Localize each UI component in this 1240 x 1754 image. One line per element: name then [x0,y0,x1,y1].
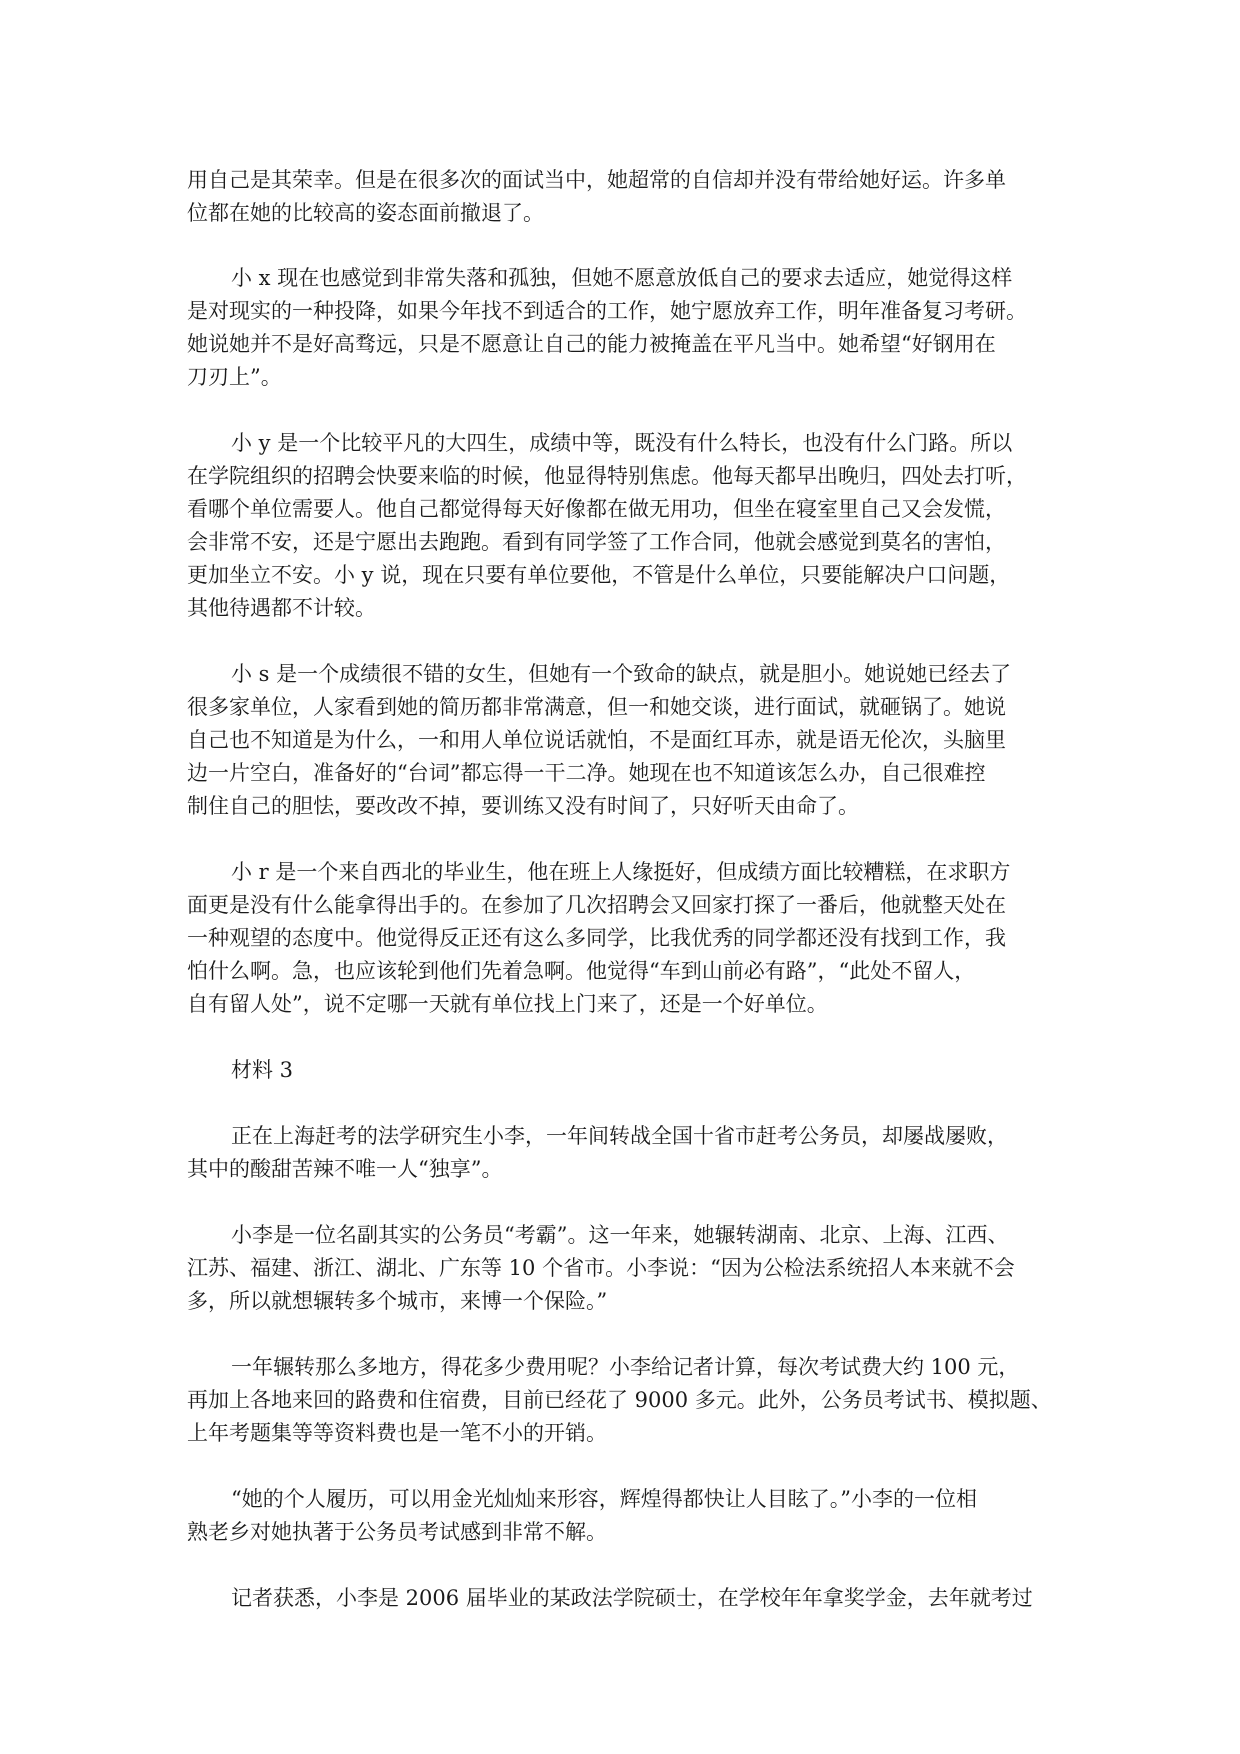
text-line: 怕什么啊。急，也应该轮到他们先着急啊。他觉得“车到山前必有路”，“此处不留人， [187,959,976,983]
text-line: 正在上海赶考的法学研究生小李，一年间转战全国十省市赶考公务员，却屡战屡败， [231,1124,1008,1148]
text-line: 小 r 是一个来自西北的毕业生，他在班上人缘挺好，但成绩方面比较糟糕，在求职方 [231,860,1011,884]
paragraph-xiao-s [187,658,1067,823]
paragraph-continuation [187,164,1067,230]
paragraph-xiao-y [187,427,1067,625]
text-line: 小 y 是一个比较平凡的大四生，成绩中等，既没有什么特长，也没有什么门路。所以 [231,431,1013,455]
text-line: 小 s 是一个成绩很不错的女生，但她有一个致命的缺点，就是胆小。她说她已经去了 [231,662,1012,686]
text-line: 自有留人处”，说不定哪一天就有单位找上门来了，还是一个好单位。 [187,992,828,1016]
text-line: 看哪个单位需要人。他自己都觉得每天好像都在做无用功，但坐在寝室里自己又会发慌， [187,497,1006,521]
paragraph-xiao-x [187,262,1067,394]
text-line: 制住自己的胆怯，要改改不掉，要训练又没有时间了，只好听天由命了。 [187,794,859,818]
heading-material-3: 材料 3 [231,1058,294,1082]
text-line: 边一片空白，准备好的“台词”都忘得一干二净。她现在也不知道该怎么办，自己很难控 [187,761,986,785]
text-line: 用自己是其荣幸。但是在很多次的面试当中，她超常的自信却并没有带给她好运。许多单 [187,168,1006,192]
text-line: 其中的酸甜苦辣不唯一人“独享”。 [187,1157,503,1181]
text-line: 面更是没有什么能拿得出手的。在参加了几次招聘会又回家打探了一番后，他就整天处在 [187,893,1006,917]
text-line: 记者获悉，小李是 2006 届毕业的某政法学院硕士，在学校年年拿奖学金，去年就考过 [231,1586,1033,1610]
paragraph-reporter [187,1582,1067,1615]
text-line: 在学院组织的招聘会快要来临的时候，他显得特别焦虑。他每天都早出晚归，四处去打听， [187,464,1027,488]
text-line: 其他待遇都不计较。 [187,596,376,620]
text-line: 是对现实的一种投降，如果今年找不到适合的工作，她宁愿放弃工作，明年准备复习考研。 [187,299,1027,323]
text-line: 位都在她的比较高的姿态面前撤退了。 [187,201,544,225]
text-line: 自己也不知道是为什么，一和用人单位说话就怕，不是面红耳赤，就是语无伦次，头脑里 [187,728,1006,752]
section-heading [187,1054,1067,1087]
text-line: 熟老乡对她执著于公务员考试感到非常不解。 [187,1520,607,1544]
text-line: 一年辗转那么多地方，得花多少费用呢？小李给记者计算，每次考试费大约 100 元， [231,1355,1020,1379]
text-line: “她的个人履历，可以用金光灿灿来形容，辉煌得都快让人目眩了。”小李的一位相 [231,1487,977,1511]
paragraph-cost [187,1351,1067,1450]
paragraph-resume [187,1483,1067,1549]
text-line: 小李是一位名副其实的公务员“考霸”。这一年来，她辗转湖南、北京、上海、江西、 [231,1223,1009,1247]
paragraph-kaoba [187,1219,1067,1318]
text-line: 更加坐立不安。小 y 说，现在只要有单位要他，不管是什么单位，只要能解决户口问题， [187,563,1011,587]
text-line: 江苏、福建、浙江、湖北、广东等 10 个省市。小李说：“因为公检法系统招人本来就不会 [187,1256,1015,1280]
text-line: 再加上各地来回的路费和住宿费，目前已经花了 9000 多元。此外，公务员考试书、模拟题、 [187,1388,1052,1412]
paragraph-xiao-r [187,856,1067,1021]
paragraph-xiao-li-intro [187,1120,1067,1186]
text-line: 一种观望的态度中。他觉得反正还有这么多同学，比我优秀的同学都还没有找到工作，我 [187,926,1006,950]
text-line: 小 x 现在也感觉到非常失落和孤独，但她不愿意放低自己的要求去适应，她觉得这样 [231,266,1013,290]
text-line: 刀刃上”。 [187,365,282,389]
text-line: 她说她并不是好高骛远，只是不愿意让自己的能力被掩盖在平凡当中。她希望“好钢用在 [187,332,996,356]
text-line: 上年考题集等等资料费也是一笔不小的开销。 [187,1421,607,1445]
text-line: 多，所以就想辗转多个城市，来博一个保险。” [187,1289,608,1313]
text-line: 会非常不安，还是宁愿出去跑跑。看到有同学签了工作合同，他就会感觉到莫名的害怕， [187,530,1006,554]
text-line: 很多家单位，人家看到她的简历都非常满意，但一和她交谈，进行面试，就砸锅了。她说 [187,695,1006,719]
